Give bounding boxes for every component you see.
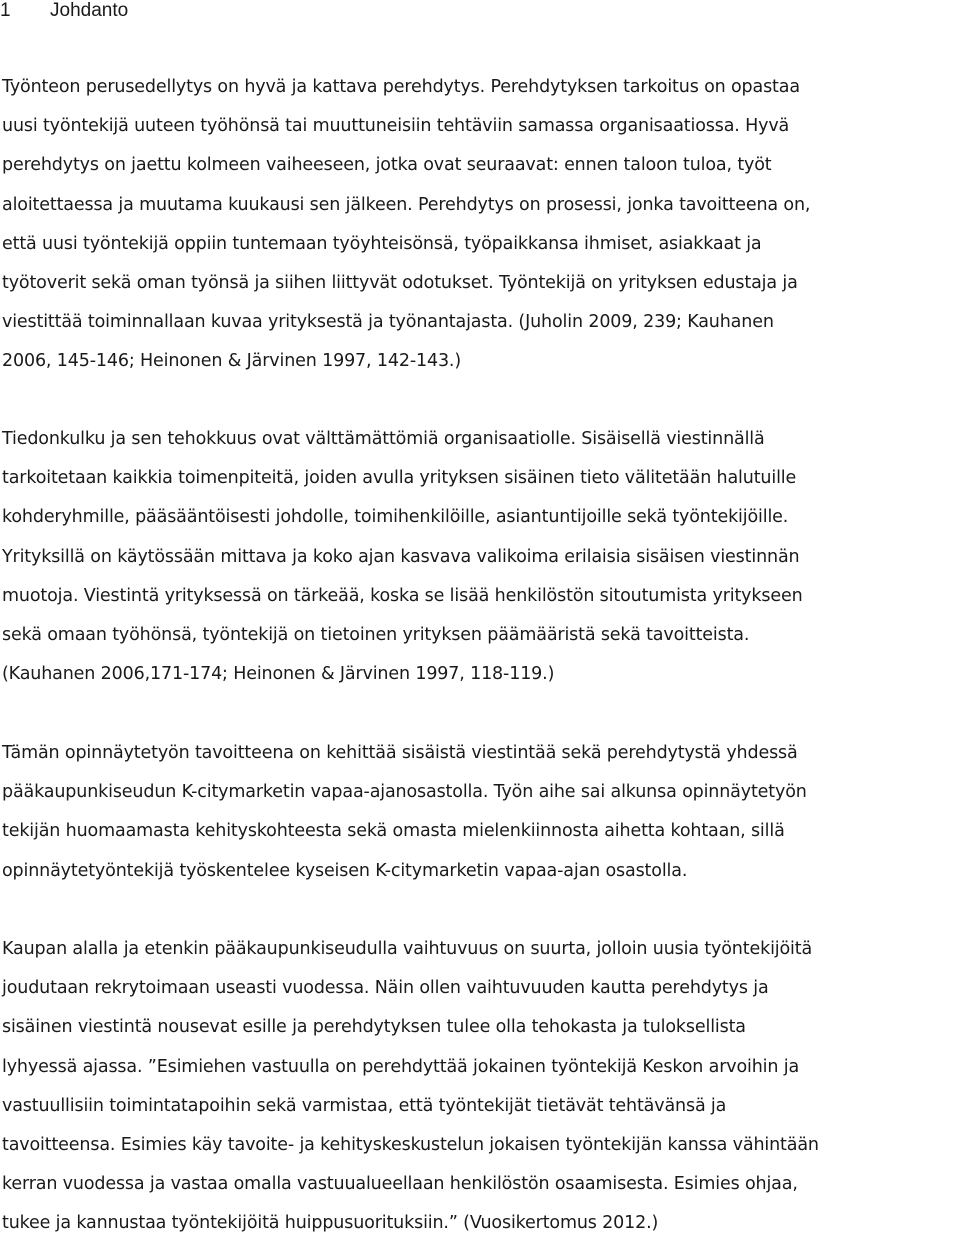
text-line: muotoja. Viestintä yrityksessä on tärkeää, koska se lisää henkilöstön sitoutumista yritykseen [2,585,803,606]
section-number: 1 [0,0,11,21]
text-line: 2006, 145-146; Heinonen & Järvinen 1997, 142-143.) [2,351,462,372]
text-line: uusi työntekijä uuteen työhönsä tai muuttuneisiin tehtäviin samassa organisaatiossa. Hyvä [2,116,790,137]
text-line: että uusi työntekijä oppiin tuntemaan työyhteisönsä, työpaikkansa ihmiset, asiakkaat ja [2,233,762,254]
paragraph-kaupan-ala [2,930,960,1244]
section-title: Johdanto [50,0,129,21]
paragraph-perehdytys [2,68,960,382]
paragraph-tavoite [2,734,960,891]
text-line: tekijän huomaamasta kehityskohteesta sekä omasta mielenkiinnosta aihetta kohtaan, sillä [2,821,785,842]
text-line: työtoverit sekä oman työnsä ja siihen liittyvät odotukset. Työntekijä on yrityksen edustaja ja [2,272,798,293]
text-line: Tämän opinnäytetyön tavoitteena on kehittää sisäistä viestintää sekä perehdytystä yhdessä [2,743,798,763]
text-line: perehdytys on jaettu kolmeen vaiheeseen, jotka ovat seuraavat: ennen taloon tuloa, työt [2,155,772,176]
text-line: tarkoitetaan kaikkia toimenpiteitä, joiden avulla yrityksen sisäinen tieto välitetään halutuille [2,468,797,489]
paragraph-sisainen-viestinta [2,420,960,694]
section-heading [0,0,128,22]
text-line: joudutaan rekrytoimaan useasti vuodessa. Näin ollen vaihtuvuuden kautta perehdytys ja [2,978,769,999]
text-line: sisäinen viestintä nousevat esille ja perehdytyksen tulee olla tehokasta ja tuloksellista [2,1017,746,1038]
text-line: viestittää toiminnallaan kuvaa yrityksestä ja työnantajasta. (Juholin 2009, 239; Kauhanen [2,312,774,333]
text-line: tavoitteensa. Esimies käy tavoite- ja kehityskeskustelun jokaisen työntekijän kanssa vähintään [2,1134,819,1155]
text-line: Tiedonkulku ja sen tehokkuus ovat välttämättömiä organisaatiolle. Sisäisellä viestinnällä [2,429,765,449]
text-line: opinnäytetyöntekijä työskentelee kyseisen K-citymarketin vapaa-ajan osastolla. [2,860,688,881]
text-line: kerran vuodessa ja vastaa omalla vastuualueellaan henkilöstön osaamisesta. Esimies ohjaa, [2,1174,798,1195]
text-line: sekä omaan työhönsä, työntekijä on tietoinen yrityksen päämääristä sekä tavoitteista. [2,624,750,645]
text-line: vastuullisiin toimintatapoihin sekä varmistaa, että työntekijät tietävät tehtävänsä ja [2,1095,727,1116]
text-line: Työnteon perusedellytys on hyvä ja kattava perehdytys. Perehdytyksen tarkoitus on opastaa [2,77,800,97]
text-line: pääkaupunkiseudun K-citymarketin vapaa-ajanosastolla. Työn aihe sai alkunsa opinnäytetyön [2,782,807,803]
text-line: Yrityksillä on käytössään mittava ja koko ajan kasvava valikoima erilaisia sisäisen viestinnän [2,546,800,567]
text-line: (Kauhanen 2006,171-174; Heinonen & Järvinen 1997, 118-119.) [2,664,555,685]
text-line: kohderyhmille, pääsääntöisesti johdolle, toimihenkilöille, asiantuntijoille sekä työntekijöille. [2,507,789,528]
text-line: lyhyessä ajassa. ”Esimiehen vastuulla on perehdyttää jokainen työntekijä Keskon arvoihin ja [2,1056,800,1077]
text-line: Kaupan alalla ja etenkin pääkaupunkiseudulla vaihtuvuus on suurta, jolloin uusia työntekijöitä [2,939,813,959]
text-line: aloitettaessa ja muutama kuukausi sen jälkeen. Perehdytys on prosessi, jonka tavoitteena on, [2,194,811,215]
text-line: tukee ja kannustaa työntekijöitä huippusuorituksiin.” (Vuosikertomus 2012.) [2,1213,659,1234]
